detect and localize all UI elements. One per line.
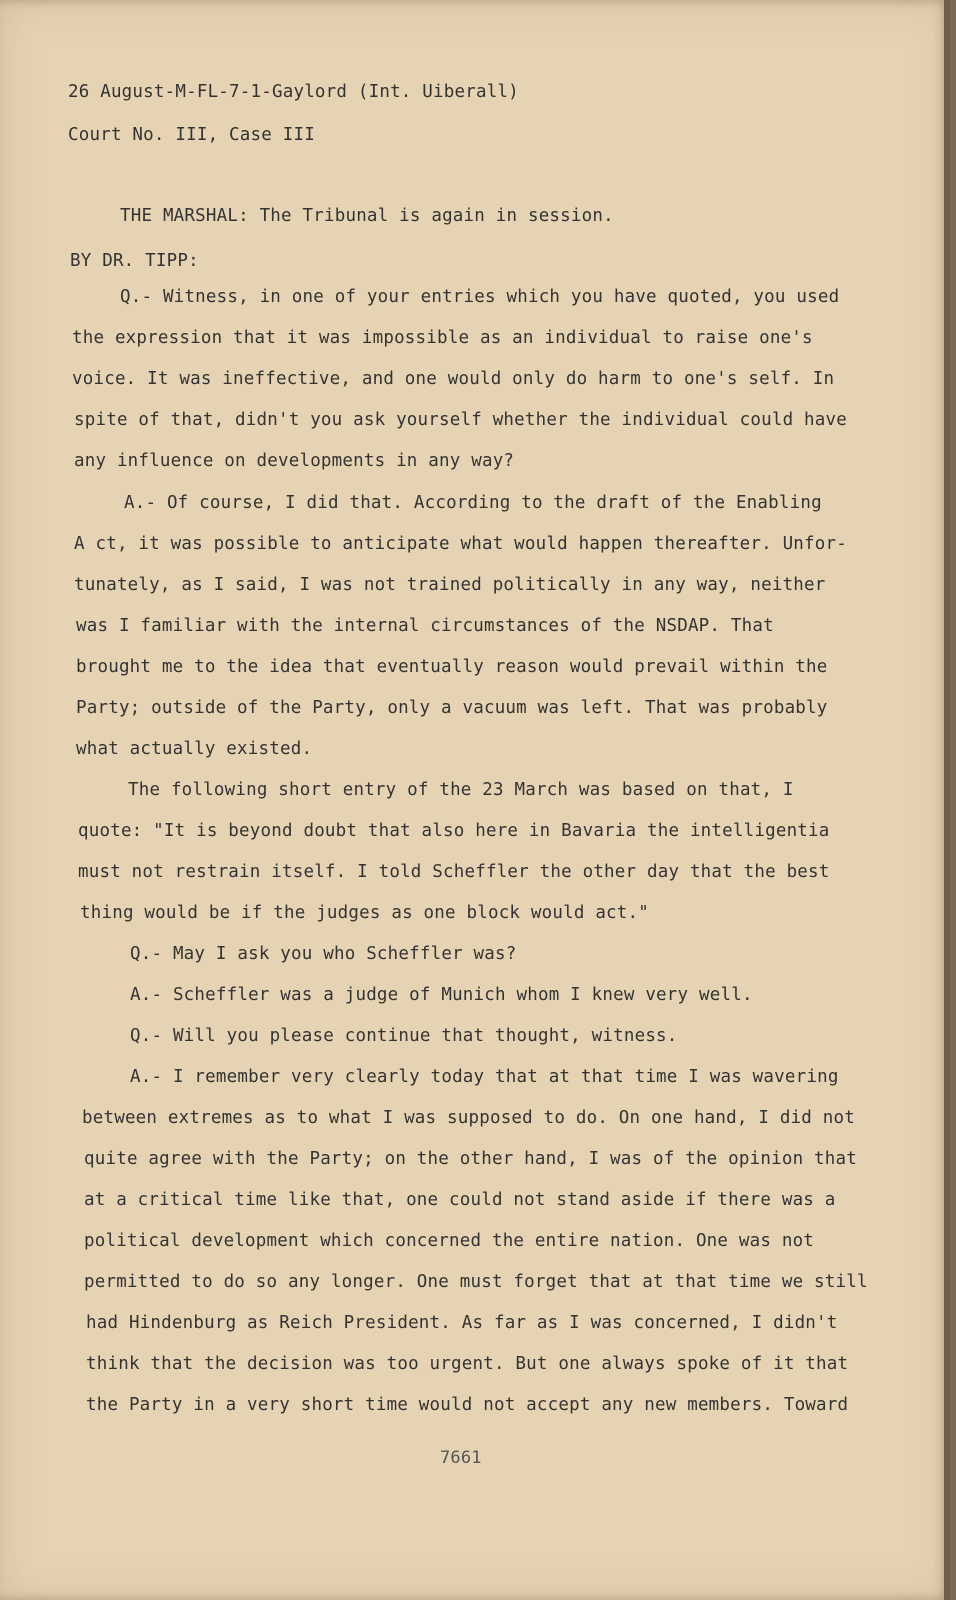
body-line: THE MARSHAL: The Tribunal is again in session. (120, 206, 614, 226)
body-line: tunately, as I said, I was not trained politically in any way, neither (74, 575, 826, 595)
page-edge (944, 0, 950, 1600)
body-line: think that the decision was too urgent. But one always spoke of it that (86, 1354, 849, 1374)
body-line: brought me to the idea that eventually reason would prevail within the (76, 657, 828, 677)
body-line: BY DR. TIPP: (70, 251, 199, 271)
body-line: Q.- Witness, in one of your entries which you have quoted, you used (120, 287, 840, 307)
body-line: between extremes as to what I was supposed to do. On one hand, I did not (82, 1108, 855, 1128)
body-line: spite of that, didn't you ask yourself whether the individual could have (74, 410, 847, 430)
body-line: quote: "It is beyond doubt that also here in Bavaria the intelligentia (78, 821, 830, 841)
body-line: was I familiar with the internal circumstances of the NSDAP. That (76, 616, 774, 636)
body-line: Q.- May I ask you who Scheffler was? (130, 944, 517, 964)
body-line: A.- Scheffler was a judge of Munich whom I knew very well. (130, 985, 753, 1005)
body-line: permitted to do so any longer. One must forget that at that time we still (84, 1272, 868, 1292)
body-line: voice. It was ineffective, and one would only do harm to one's self. In (72, 369, 835, 389)
body-line: Q.- Will you please continue that thought, witness. (130, 1026, 678, 1046)
page-number: 7661 (440, 1448, 482, 1468)
header-line-1: 26 August-M-FL-7-1-Gaylord (Int. Uiberall) (68, 82, 519, 102)
header-line-2: Court No. III, Case III (68, 125, 315, 145)
body-line: A ct, it was possible to anticipate what would happen thereafter. Unfor- (74, 534, 847, 554)
body-line: had Hindenburg as Reich President. As far as I was concerned, I didn't (86, 1313, 838, 1333)
body-line: A.- I remember very clearly today that at that time I was wavering (130, 1067, 839, 1087)
body-line: A.- Of course, I did that. According to the draft of the Enabling (124, 493, 822, 513)
body-line: must not restrain itself. I told Scheffler the other day that the best (78, 862, 830, 882)
body-line: thing would be if the judges as one block would act." (80, 903, 650, 923)
body-line: The following short entry of the 23 March was based on that, I (128, 780, 794, 800)
body-line: Party; outside of the Party, only a vacuum was left. That was probably (76, 698, 828, 718)
body-line: what actually existed. (76, 739, 313, 759)
body-line: the expression that it was impossible as an individual to raise one's (72, 328, 813, 348)
body-line: the Party in a very short time would not accept any new members. Toward (86, 1395, 849, 1415)
body-line: political development which concerned the entire nation. One was not (84, 1231, 815, 1251)
body-line: quite agree with the Party; on the other hand, I was of the opinion that (84, 1149, 857, 1169)
body-line: at a critical time like that, one could not stand aside if there was a (84, 1190, 836, 1210)
body-line: any influence on developments in any way? (74, 451, 515, 471)
